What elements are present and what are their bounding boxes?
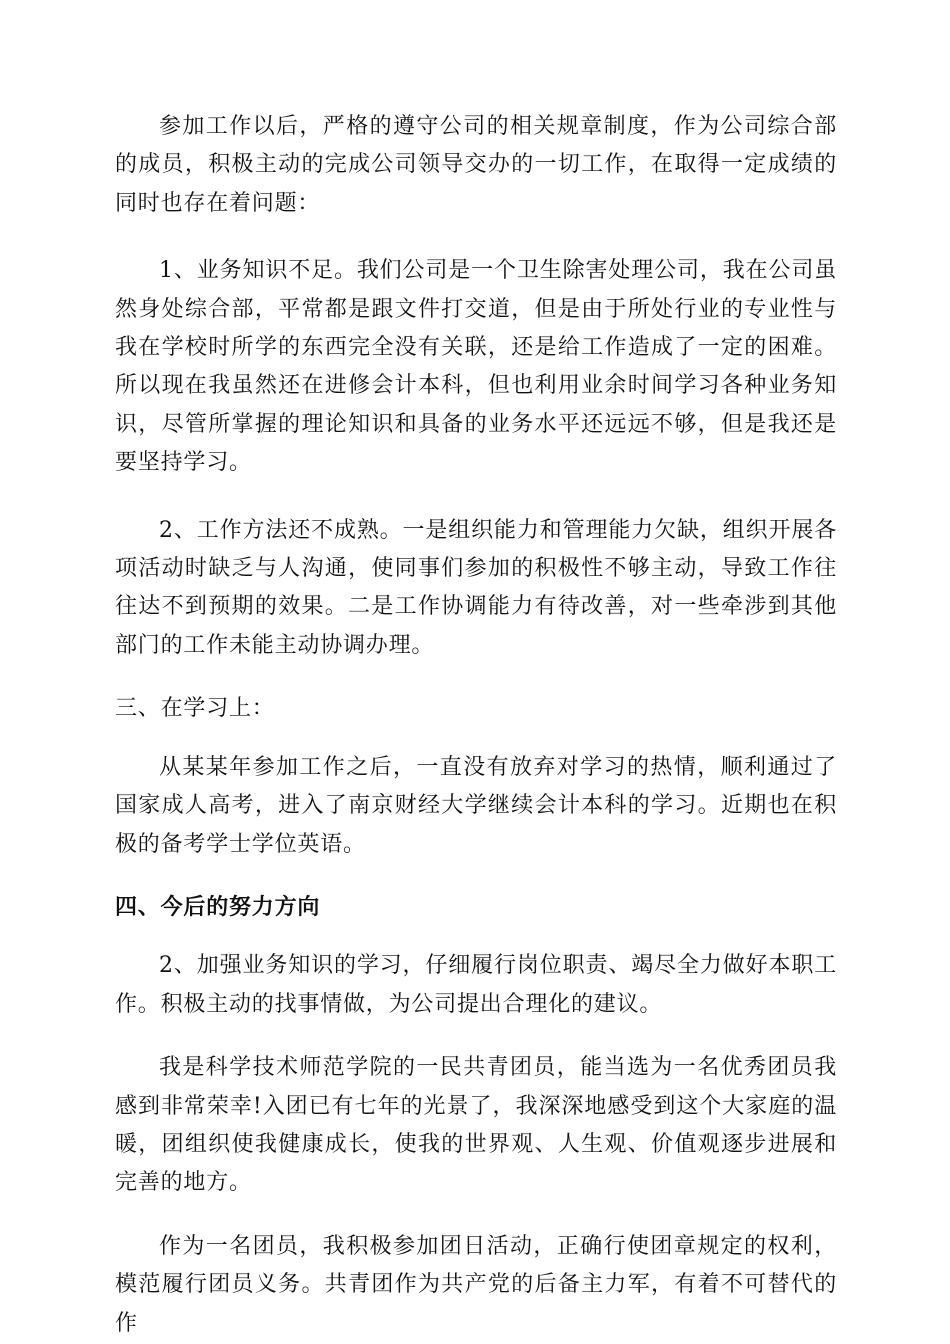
section-study-title: 三、在学习上： [115, 696, 275, 722]
section-future-direction-heading: 四、今后的努力方向 [115, 894, 321, 920]
paragraph-business-knowledge: 1、业务知识不足。我们公司是一个卫生除害处理公司，我在公司虽然身处综合部，平常都是跟文件打交道，但是由于所处行业的专业性与我在学校时所学的东西完全没有关联，还是给工作造成了一定的困难。所以现在我虽然还在进修会计本科，但也利用业余时间学习各种业务知识，尽管所掌握的理论知识和具备的业务水平还远远不够，但是我还是要坚持学习。 [115, 258, 837, 476]
paragraph-work-methods: 2、工作方法还不成熟。一是组织能力和管理能力欠缺，组织开展各项活动时缺乏与人沟通，使同事们参加的积极性不够主动，导致工作往往达不到预期的效果。二是工作协调能力有待改善，对一些牵涉到其他部门的工作未能主动协调办理。 [115, 517, 837, 658]
paragraph-league-member-duties: 作为一名团员，我积极参加团日活动，正确行使团章规定的权利，模范履行团员义务。共青团作为共产党的后备主力军，有着不可替代的作 [115, 1233, 837, 1336]
paragraph-league-member-intro: 我是科学技术师范学院的一民共青团员，能当选为一名优秀团员我感到非常荣幸!入团已有七年的光景了，我深深地感受到这个大家庭的温暖，团组织使我健康成长，使我的世界观、人生观、价值观逐步进展和完善的地方。 [115, 1055, 837, 1196]
paragraph-work-issues-intro: 参加工作以后，严格的遵守公司的相关规章制度，作为公司综合部的成员，积极主动的完成公司领导交办的一切工作，在取得一定成绩的同时也存在着问题： [115, 114, 837, 216]
document-body [115, 108, 837, 1343]
paragraph-strengthen-knowledge: 2、加强业务知识的学习，仔细履行岗位职责、竭尽全力做好本职工作。积极主动的找事情做，为公司提出合理化的建议。 [115, 953, 837, 1017]
paragraph-study: 从某某年参加工作之后，一直没有放弃对学习的热情，顺利通过了国家成人高考，进入了南京财经大学继续会计本科的学习。近期也在积极的备考学士学位英语。 [115, 754, 837, 857]
